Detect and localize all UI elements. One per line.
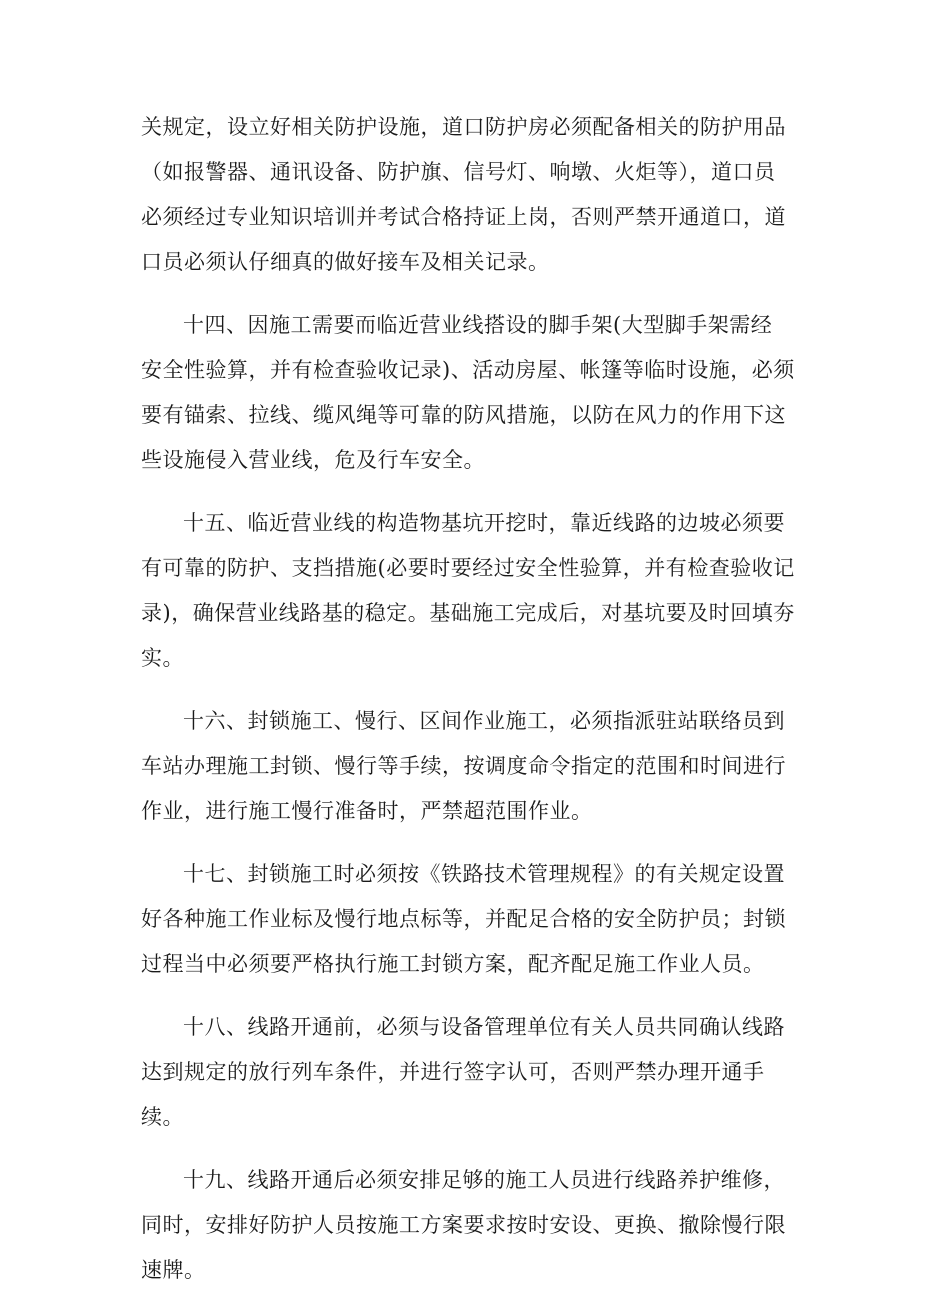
paragraph-line: 同时，安排好防护人员按施工方案要求按时安设、更换、撤除慢行限 <box>141 1213 786 1237</box>
paragraph-line: 必须经过专业知识培训并考试合格持证上岗，否则严禁开通道口，道 <box>141 205 786 229</box>
paragraph-line: 好各种施工作业标及慢行地点标等，并配足合格的安全防护员；封锁 <box>141 907 786 931</box>
paragraph-line: 录)，确保营业线路基的稳定。基础施工完成后，对基坑要及时回填夯 <box>141 601 795 625</box>
paragraph-line: 十六、封锁施工、慢行、区间作业施工，必须指派驻站联络员到 <box>183 709 785 733</box>
paragraph-line: 实。 <box>141 646 184 670</box>
paragraph-16 <box>141 699 809 834</box>
paragraph-line: 要有锚索、拉线、缆风绳等可靠的防风措施，以防在风力的作用下这 <box>141 403 786 427</box>
paragraph-line: 续。 <box>141 1105 184 1129</box>
paragraph-line: 十八、线路开通前，必须与设备管理单位有关人员共同确认线路 <box>183 1015 785 1039</box>
paragraph-line: 些设施侵入营业线，危及行车安全。 <box>141 448 485 472</box>
paragraph-line: 过程当中必须要严格执行施工封锁方案，配齐配足施工作业人员。 <box>141 952 765 976</box>
paragraph-line: 口员必须认仔细真的做好接车及相关记录。 <box>141 250 550 274</box>
paragraph-line: 有可靠的防护、支挡措施(必要时要经过安全性验算，并有检查验收记 <box>141 556 795 580</box>
paragraph-line: 作业，进行施工慢行准备时，严禁超范围作业。 <box>141 799 593 823</box>
paragraph-line: 安全性验算，并有检查验收记录)、活动房屋、帐篷等临时设施，必须 <box>141 358 795 382</box>
paragraph-line: 速牌。 <box>141 1258 206 1282</box>
paragraph-line: 关规定，设立好相关防护设施，道口防护房必须配备相关的防护用品 <box>141 115 786 139</box>
paragraph-line: 达到规定的放行列车条件，并进行签字认可，否则严禁办理开通手 <box>141 1060 765 1084</box>
paragraph-continued <box>141 105 809 285</box>
paragraph-line: （如报警器、通讯设备、防护旗、信号灯、响墩、火炬等），道口员 <box>141 160 776 184</box>
paragraph-18 <box>141 1005 809 1140</box>
paragraph-line: 车站办理施工封锁、慢行等手续，按调度命令指定的范围和时间进行 <box>141 754 786 778</box>
paragraph-line: 十七、封锁施工时必须按《铁路技术管理规程》的有关规定设置 <box>183 862 785 886</box>
paragraph-line: 十五、临近营业线的构造物基坑开挖时，靠近线路的边坡必须要 <box>183 511 785 535</box>
paragraph-17 <box>141 852 809 987</box>
document-body <box>141 105 809 1311</box>
paragraph-line: 十四、因施工需要而临近营业线搭设的脚手架(大型脚手架需经 <box>183 313 773 337</box>
paragraph-14 <box>141 303 809 483</box>
paragraph-19 <box>141 1158 809 1293</box>
paragraph-line: 十九、线路开通后必须安排足够的施工人员进行线路养护维修， <box>183 1168 785 1192</box>
paragraph-15 <box>141 501 809 681</box>
